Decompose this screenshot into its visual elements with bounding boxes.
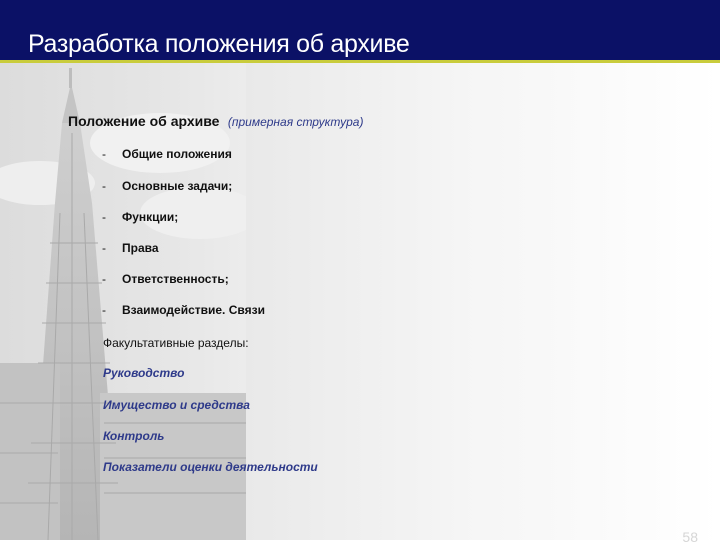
section-label: Общие положения bbox=[122, 147, 232, 161]
section-label: Взаимодействие. Связи bbox=[122, 303, 265, 317]
document-heading bbox=[68, 113, 363, 131]
bullet-dash: - bbox=[102, 241, 106, 255]
page-number: 58 bbox=[682, 529, 698, 545]
slide-title: Разработка положения об архиве bbox=[28, 30, 410, 58]
section-item bbox=[102, 210, 178, 224]
section-item bbox=[102, 147, 232, 161]
section-label: Основные задачи; bbox=[122, 179, 233, 193]
heading-note: (примерная структура) bbox=[227, 115, 364, 129]
bullet-dash: - bbox=[102, 179, 106, 193]
section-item bbox=[102, 179, 232, 193]
bullet-dash: - bbox=[102, 272, 106, 286]
section-item bbox=[102, 272, 229, 286]
section-label: Права bbox=[122, 241, 159, 255]
bullet-dash: - bbox=[102, 147, 106, 161]
optional-section-item: Показатели оценки деятельности bbox=[103, 460, 318, 474]
heading-main: Положение об архиве bbox=[68, 113, 220, 129]
section-label: Функции; bbox=[122, 210, 179, 224]
bullet-dash: - bbox=[102, 210, 106, 224]
optional-sections-heading: Факультативные разделы: bbox=[103, 336, 249, 350]
optional-section-item: Руководство bbox=[103, 366, 185, 380]
section-item bbox=[102, 241, 159, 255]
optional-section-item: Имущество и средства bbox=[103, 398, 250, 412]
optional-section-item: Контроль bbox=[103, 429, 165, 443]
section-item bbox=[102, 303, 265, 317]
bullet-dash: - bbox=[102, 303, 106, 317]
section-label: Ответственность; bbox=[122, 272, 229, 286]
